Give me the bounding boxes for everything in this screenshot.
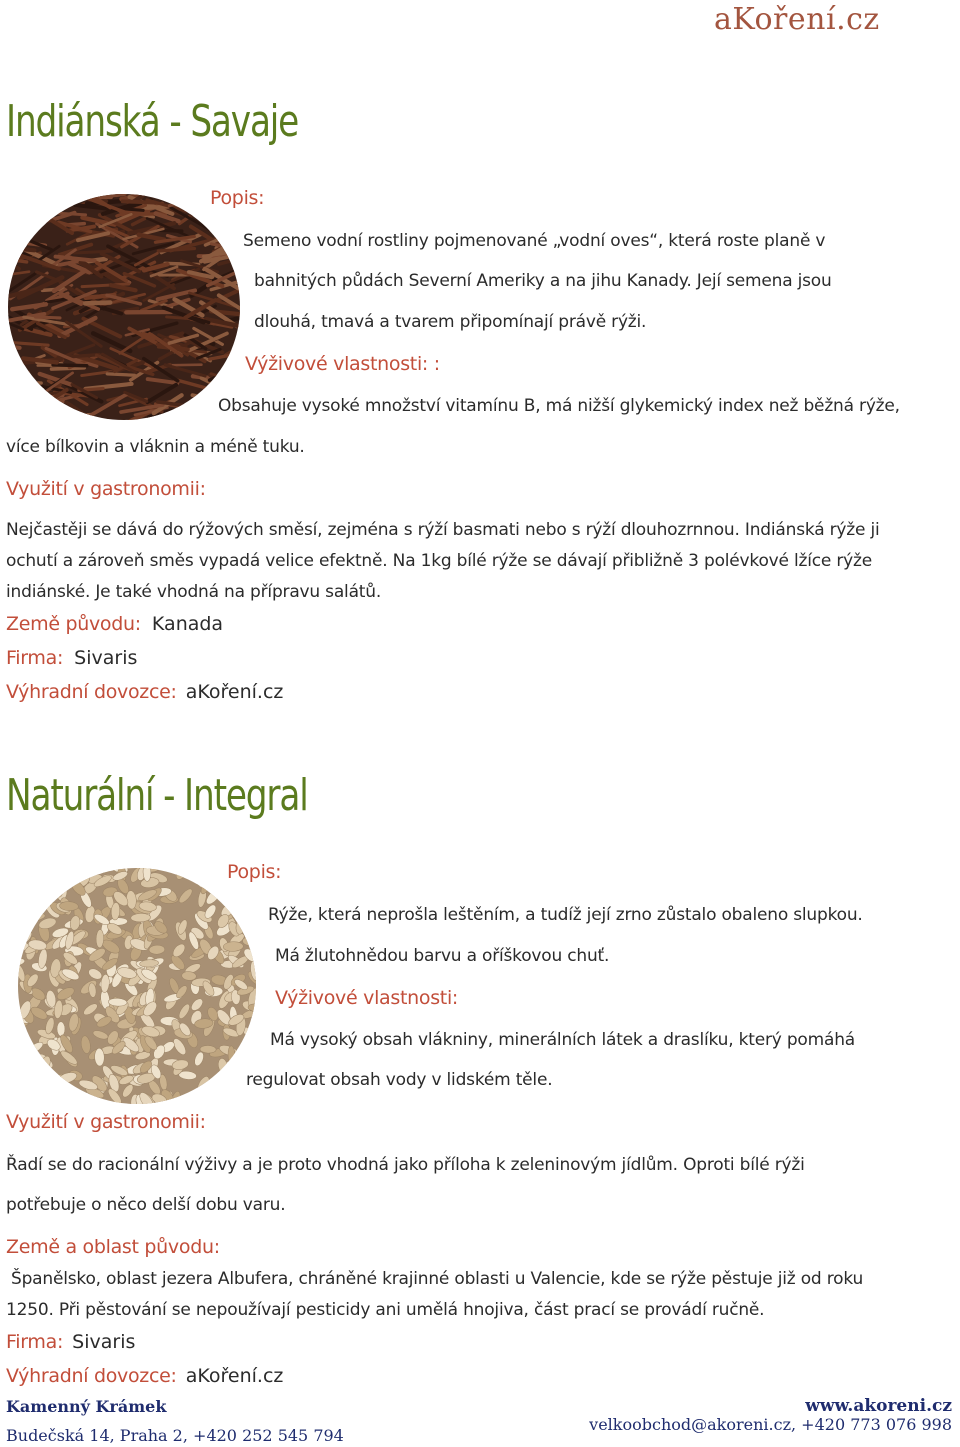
section-title-naturalni: Naturální - Integral [6, 770, 308, 821]
vyzivove-label: Výživové vlastnosti: : [245, 353, 440, 375]
firma-value: Sivaris [72, 1331, 136, 1353]
popis-line: bahnitých půdách Severní Ameriky a na jihu Kanady. Její semena jsou [254, 271, 832, 291]
vyzivove-line: Má vysoký obsah vlákniny, minerálních látek a draslíku, který pomáhá [270, 1030, 855, 1050]
vyzivove-line: Obsahuje vysoké množství vitamínu B, má nižší glykemický index než běžná rýže, [218, 396, 900, 416]
popis-label: Popis: [210, 187, 265, 209]
site-logo: aKoření.cz [714, 2, 880, 37]
vyuziti-line: Nejčastěji se dává do rýžových směsí, zejména s rýží basmati nebo s rýží dlouhozrnnou. Indiánská rýže ji [6, 520, 880, 540]
vyuziti-line: ochutí a zároveň směs vypadá velice efektně. Na 1kg bílé rýže se dávají přibližně 3 polévkové lžíce rýže [6, 551, 872, 571]
zeme-line: 1250. Při pěstování se nepoužívají pesticidy ani umělá hnojiva, část prací se provádí ručně. [6, 1300, 765, 1320]
firma-label: Firma: [6, 1331, 64, 1353]
vyzivove-line: více bílkovin a vláknin a méně tuku. [6, 437, 305, 457]
footer-address: Budečská 14, Praha 2, +420 252 545 794 [6, 1426, 344, 1445]
wild-rice-image [6, 192, 242, 422]
firma-label: Firma: [6, 647, 64, 669]
zeme-line: Španělsko, oblast jezera Albufera, chráněné krajinné oblasti u Valencie, kde se rýže pěstuje již od roku [11, 1269, 864, 1289]
footer-shop-name: Kamenný Krámek [6, 1397, 167, 1416]
vyuziti-line: potřebuje o něco delší dobu varu. [6, 1195, 286, 1215]
popis-line: Má žlutohnědou barvu a oříškovou chuť. [275, 946, 610, 966]
section-title-indianska: Indiánská - Savaje [6, 96, 299, 147]
firma-value: Sivaris [74, 647, 138, 669]
vyuziti-line: Řadí se do racionální výživy a je proto vhodná jako příloha k zeleninovým jídlům. Oproti bílé rýži [6, 1155, 805, 1175]
dovozce-label: Výhradní dovozce: [6, 1365, 177, 1387]
footer-website[interactable]: www.akoreni.cz [805, 1396, 952, 1416]
vyuziti-label: Využití v gastronomii: [6, 478, 206, 500]
zeme-label: Země původu: [6, 613, 141, 635]
firma-row [6, 1331, 135, 1353]
vyuziti-label: Využití v gastronomii: [6, 1111, 206, 1133]
dovozce-row [6, 1365, 283, 1387]
popis-label: Popis: [227, 861, 282, 883]
dovozce-row [6, 681, 283, 703]
vyzivove-line: regulovat obsah vody v lidském těle. [246, 1070, 553, 1090]
dovozce-label: Výhradní dovozce: [6, 681, 177, 703]
popis-line: dlouhá, tmavá a tvarem připomínají právě rýži. [254, 312, 647, 332]
brown-rice-image [16, 866, 258, 1106]
zeme-row [6, 613, 223, 635]
vyzivove-label: Výživové vlastnosti: [275, 987, 459, 1009]
zeme-label: Země a oblast původu: [6, 1236, 220, 1258]
popis-line: Semeno vodní rostliny pojmenované „vodní oves“, která roste planě v [243, 231, 826, 251]
popis-line: Rýže, která neprošla leštěním, a tudíž její zrno zůstalo obaleno slupkou. [268, 905, 863, 925]
firma-row [6, 647, 137, 669]
dovozce-value: aKoření.cz [185, 681, 284, 703]
zeme-value: Kanada [151, 613, 224, 635]
dovozce-value: aKoření.cz [185, 1365, 284, 1387]
footer-contact[interactable]: velkoobchod@akoreni.cz, +420 773 076 998 [589, 1415, 952, 1434]
vyuziti-line: indiánské. Je také vhodná na přípravu salátů. [6, 582, 382, 602]
